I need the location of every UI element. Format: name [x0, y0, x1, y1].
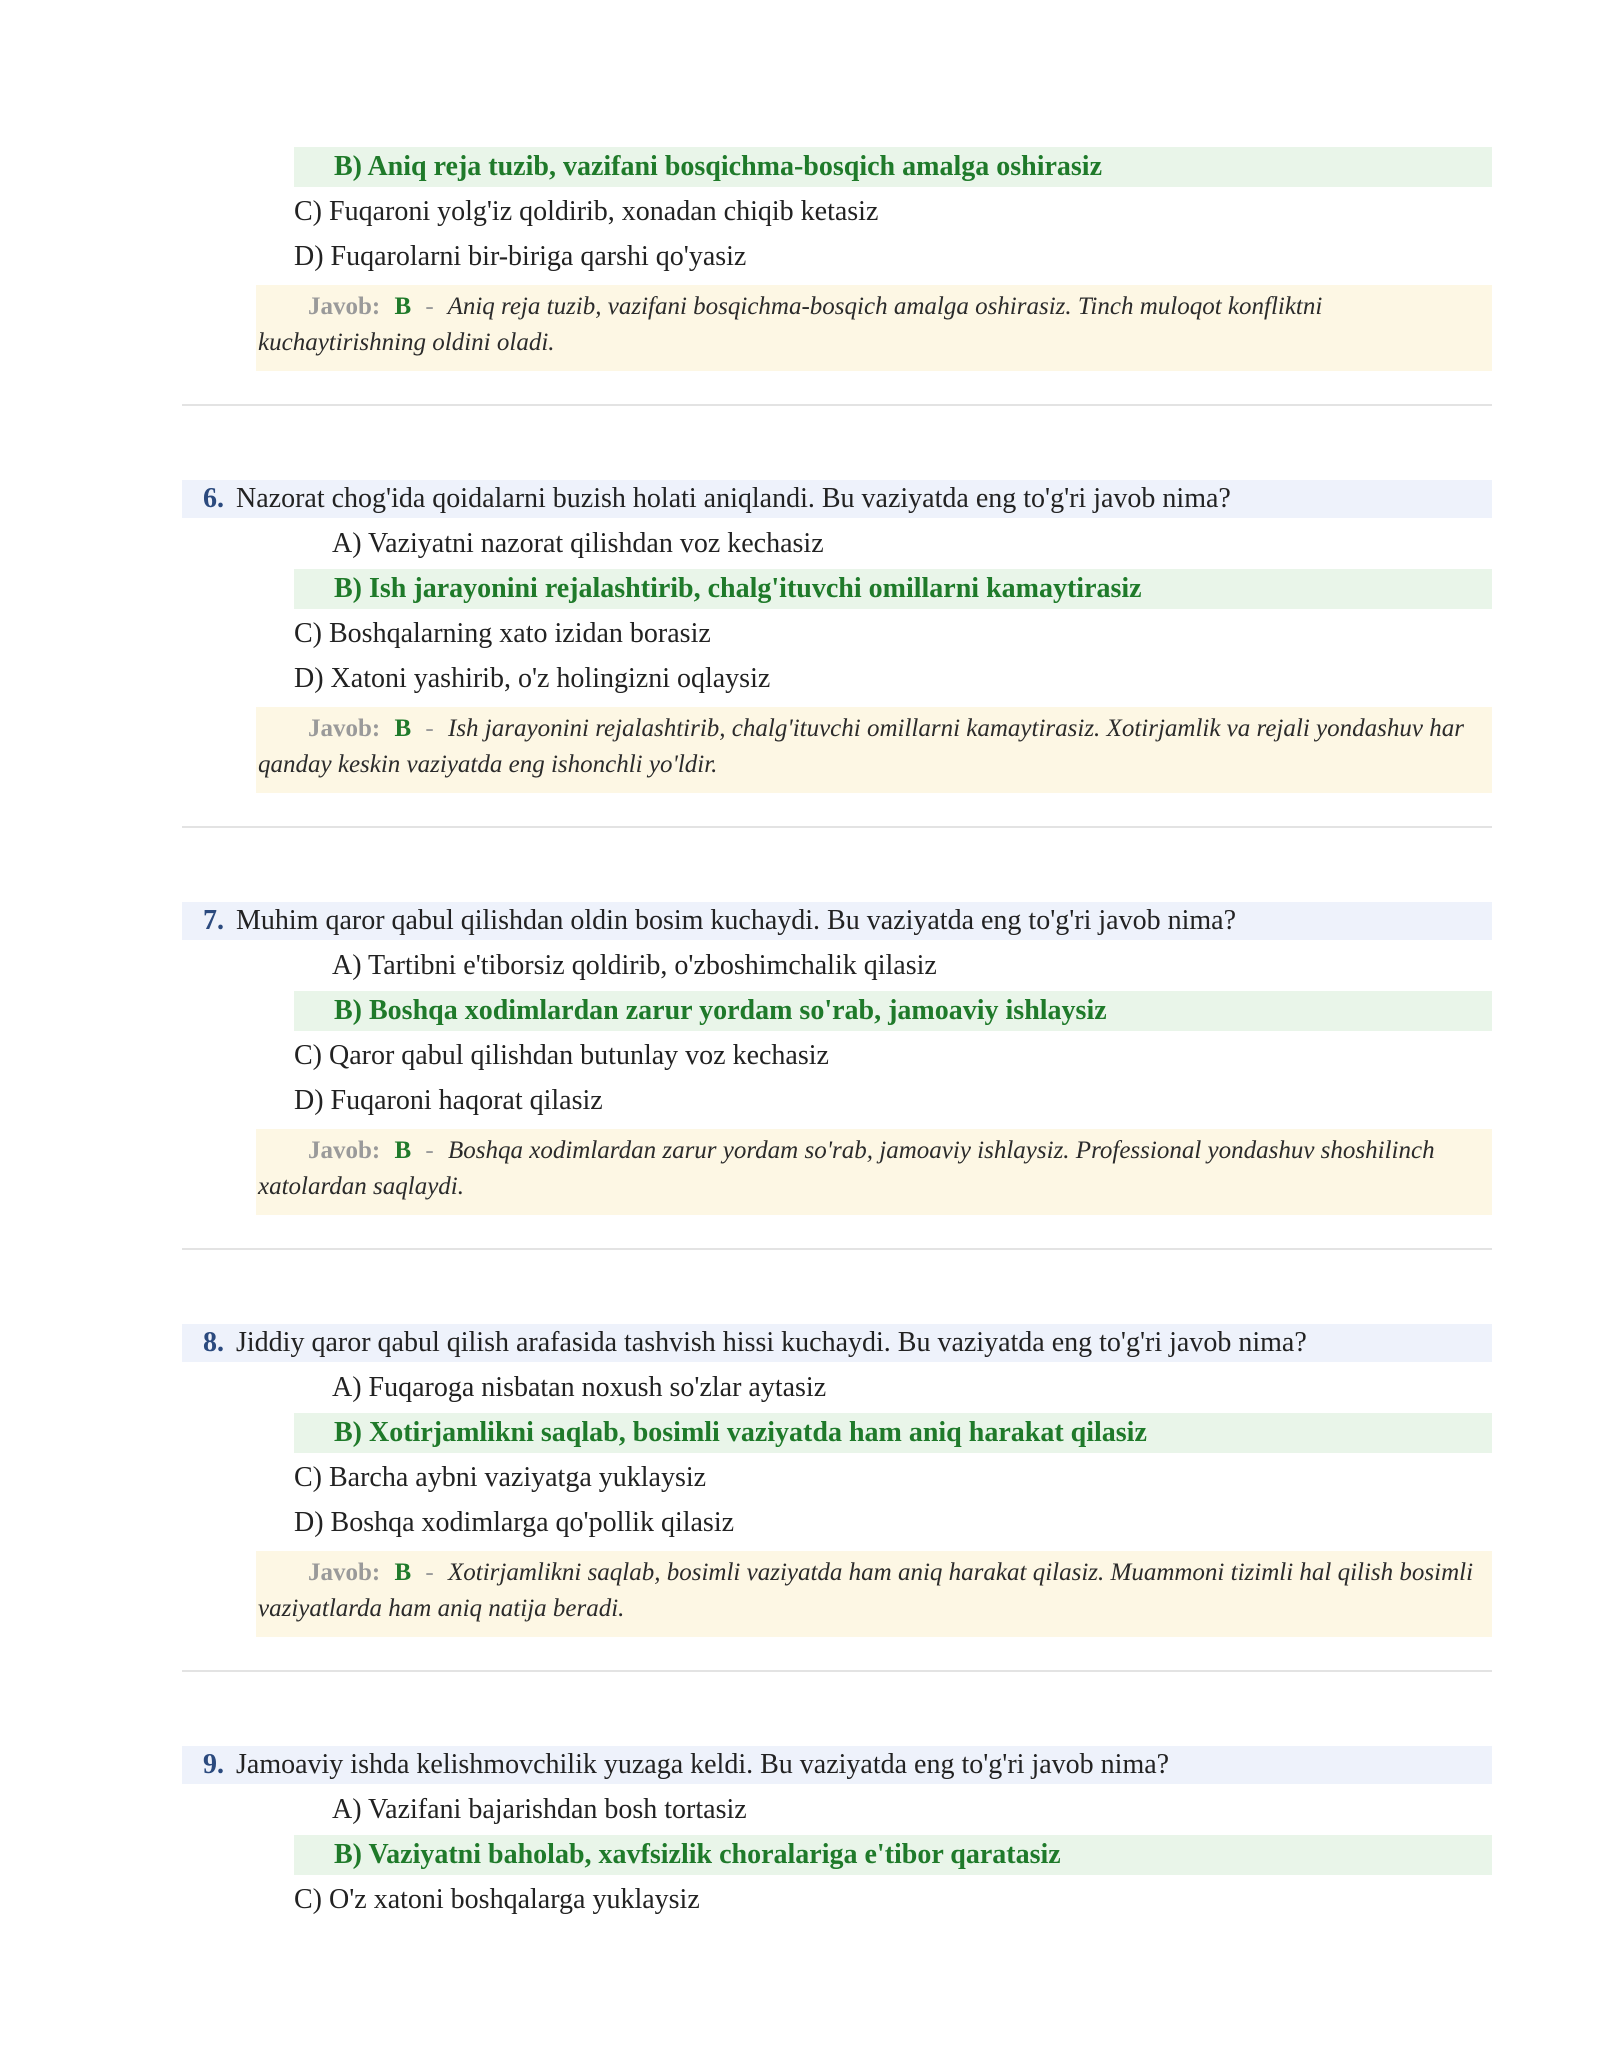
q6-question — [182, 480, 1492, 518]
answer-letter: B — [394, 1137, 412, 1164]
answer-dash: - — [425, 293, 434, 320]
q8-question — [182, 1324, 1492, 1362]
q7-question — [182, 902, 1492, 940]
q8-option-d: D) Boshqa xodimlarga qo'pollik qilasiz — [294, 1507, 735, 1538]
answer-letter: B — [394, 715, 412, 742]
q6-answer-box — [256, 707, 1492, 793]
divider — [182, 404, 1492, 406]
answer-explanation: Ish jarayonini rejalashtirib, chalg'ituvchi omillarni kamaytirasiz. Xotirjamlik va rejali yondashuv har qanday keskin vaziyatda eng ishonchli yo'ldir. — [258, 715, 1464, 778]
divider — [182, 1670, 1492, 1672]
answer-label: Javob: — [308, 293, 381, 320]
q8-option-c: C) Barcha aybni vaziyatga yuklaysiz — [294, 1462, 707, 1493]
answer-letter: B — [394, 293, 412, 320]
q5-answer-box — [256, 285, 1492, 371]
question-number: 6. — [203, 483, 224, 514]
answer-dash: - — [425, 1137, 434, 1164]
question-text: Nazorat chog'ida qoidalarni buzish holati aniqlandi. Bu vaziyatda eng to'g'ri javob nima? — [236, 483, 1231, 514]
answer-label: Javob: — [308, 1559, 381, 1586]
question-text: Jiddiy qaror qabul qilish arafasida tashvish hissi kuchaydi. Bu vaziyatda eng to'g'ri javob nima? — [236, 1327, 1307, 1358]
q7-option-d: D) Fuqaroni haqorat qilasiz — [294, 1085, 603, 1116]
q6-option-a: A) Vaziyatni nazorat qilishdan voz kechasiz — [332, 528, 824, 559]
question-number: 9. — [203, 1749, 224, 1780]
q5-option-c: C) Fuqaroni yolg'iz qoldirib, xonadan chiqib ketasiz — [294, 196, 879, 227]
q5-option-d: D) Fuqarolarni bir-biriga qarshi qo'yasiz — [294, 241, 747, 272]
answer-explanation: Boshqa xodimlardan zarur yordam so'rab, jamoaviy ishlaysiz. Professional yondashuv shoshilinch xatolardan saqlaydi. — [258, 1137, 1435, 1200]
q7-option-c: C) Qaror qabul qilishdan butunlay voz kechasiz — [294, 1040, 829, 1071]
answer-label: Javob: — [308, 715, 381, 742]
answer-explanation: Xotirjamlikni saqlab, bosimli vaziyatda ham aniq harakat qilasiz. Muammoni tizimli hal qilish bosimli vaziyatlarda ham aniq natija beradi. — [258, 1559, 1474, 1622]
question-text: Muhim qaror qabul qilishdan oldin bosim kuchaydi. Bu vaziyatda eng to'g'ri javob nima? — [236, 905, 1237, 936]
q7-answer-box — [256, 1129, 1492, 1215]
question-text: Jamoaviy ishda kelishmovchilik yuzaga keldi. Bu vaziyatda eng to'g'ri javob nima? — [236, 1749, 1170, 1780]
question-number: 8. — [203, 1327, 224, 1358]
q7-option-a: A) Tartibni e'tiborsiz qoldirib, o'zboshimchalik qilasiz — [332, 950, 937, 981]
q8-option-b-correct: B) Xotirjamlikni saqlab, bosimli vaziyatda ham aniq harakat qilasiz — [294, 1413, 1492, 1453]
q6-option-d: D) Xatoni yashirib, o'z holingizni oqlaysiz — [294, 663, 771, 694]
q9-option-b-correct: B) Vaziyatni baholab, xavfsizlik choralariga e'tibor qaratasiz — [294, 1835, 1492, 1875]
answer-letter: B — [394, 1559, 412, 1586]
divider — [182, 826, 1492, 828]
answer-explanation: Aniq reja tuzib, vazifani bosqichma-bosqich amalga oshirasiz. Tinch muloqot konfliktni kuchaytirishning oldini oladi. — [258, 293, 1323, 356]
answer-dash: - — [425, 1559, 434, 1586]
q5-option-b-correct: B) Aniq reja tuzib, vazifani bosqichma-bosqich amalga oshirasiz — [294, 147, 1492, 187]
q7-option-b-correct: B) Boshqa xodimlardan zarur yordam so'rab, jamoaviy ishlaysiz — [294, 991, 1492, 1031]
q9-option-a: A) Vazifani bajarishdan bosh tortasiz — [332, 1794, 747, 1825]
q9-option-c: C) O'z xatoni boshqalarga yuklaysiz — [294, 1884, 700, 1915]
answer-dash: - — [425, 715, 434, 742]
q9-question — [182, 1746, 1492, 1784]
divider — [182, 1248, 1492, 1250]
q8-option-a: A) Fuqaroga nisbatan noxush so'zlar aytasiz — [332, 1372, 827, 1403]
q6-option-b-correct: B) Ish jarayonini rejalashtirib, chalg'ituvchi omillarni kamaytirasiz — [294, 569, 1492, 609]
answer-label: Javob: — [308, 1137, 381, 1164]
q6-option-c: C) Boshqalarning xato izidan borasiz — [294, 618, 711, 649]
question-number: 7. — [203, 905, 224, 936]
q8-answer-box — [256, 1551, 1492, 1637]
